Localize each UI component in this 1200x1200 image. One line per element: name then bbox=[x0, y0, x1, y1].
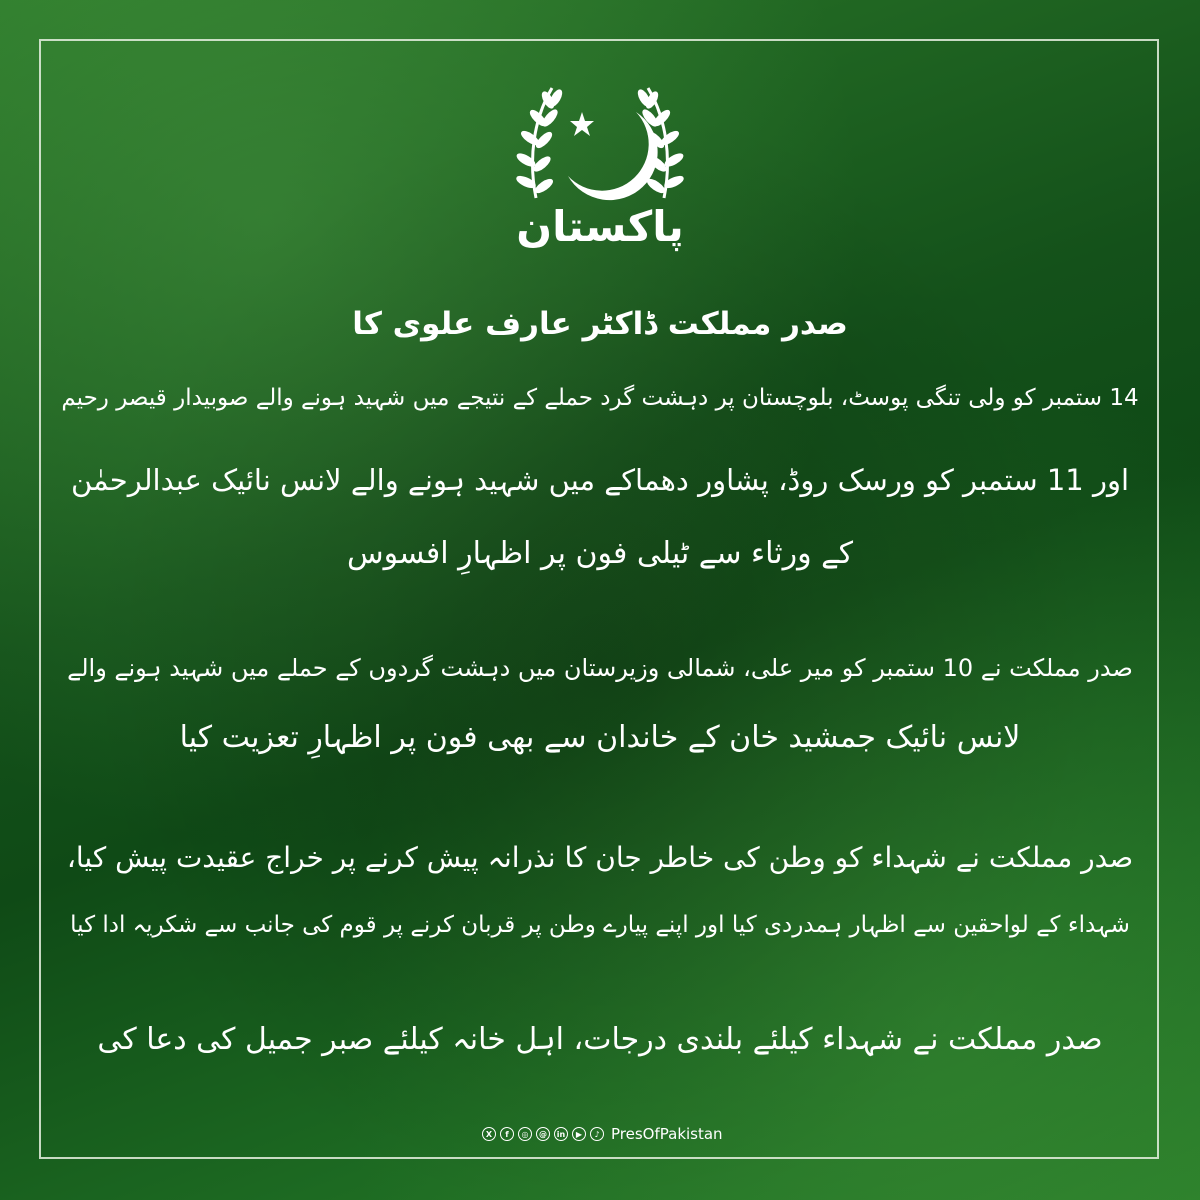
paragraph-2-line-1: صدر مملکت نے 10 ستمبر کو میر علی، شمالی وزیرستان میں دہشت گردوں کے حملے میں شہید ہونے والے bbox=[67, 654, 1133, 682]
tiktok-icon: ♪ bbox=[590, 1127, 604, 1141]
instagram-icon: ◎ bbox=[518, 1127, 532, 1141]
paragraph-2-line-2: لانس نائیک جمشید خان کے خاندان سے بھی فون پر اظہارِ تعزیت کیا bbox=[179, 720, 1021, 755]
message-title: صدر مملکت ڈاکٹر عارف علوی کا bbox=[352, 306, 848, 342]
star-icon bbox=[570, 112, 594, 136]
paragraph-3-line-1: صدر مملکت نے شہداء کو وطن کی خاطر جان کا نذرانہ پیش کرنے پر خراج عقیدت پیش کیا، bbox=[66, 841, 1134, 874]
facebook-icon: f bbox=[500, 1127, 514, 1141]
wheat-sheaf-left-icon bbox=[515, 88, 564, 198]
paragraph-4-line-1: صدر مملکت نے شہداء کیلئے بلندی درجات، اہل خانہ کیلئے صبر جمیل کی دعا کی bbox=[97, 1022, 1103, 1057]
linkedin-icon: in bbox=[554, 1127, 568, 1141]
paragraph-1-line-3: کے ورثاء سے ٹیلی فون پر اظہارِ افسوس bbox=[347, 536, 853, 571]
threads-icon: @ bbox=[536, 1127, 550, 1141]
social-footer bbox=[482, 1124, 723, 1144]
social-handle: PresOfPakistan bbox=[611, 1125, 723, 1143]
emblem-pakistan-word: پاکستان bbox=[516, 202, 684, 251]
youtube-icon: ▶ bbox=[572, 1127, 586, 1141]
pakistan-emblem bbox=[490, 78, 710, 251]
paragraph-1-line-2: اور 11 ستمبر کو ورسک روڈ، پشاور دھماکے میں شہید ہونے والے لانس نائیک عبدالرحمٰن bbox=[70, 463, 1130, 497]
paragraph-3-line-2: شہداء کے لواحقین سے اظہار ہمدردی کیا اور اپنے پیارے وطن پر قربان کرنے پر قوم کی جانب سے شکریہ ادا کیا bbox=[70, 912, 1130, 938]
x-icon: X bbox=[482, 1127, 496, 1141]
paragraph-1-line-1: 14 ستمبر کو ولی تنگی پوسٹ، بلوچستان پر دہشت گرد حملے کے نتیجے میں شہید ہونے والے صوبیدار قیصر رحیم bbox=[61, 385, 1139, 411]
